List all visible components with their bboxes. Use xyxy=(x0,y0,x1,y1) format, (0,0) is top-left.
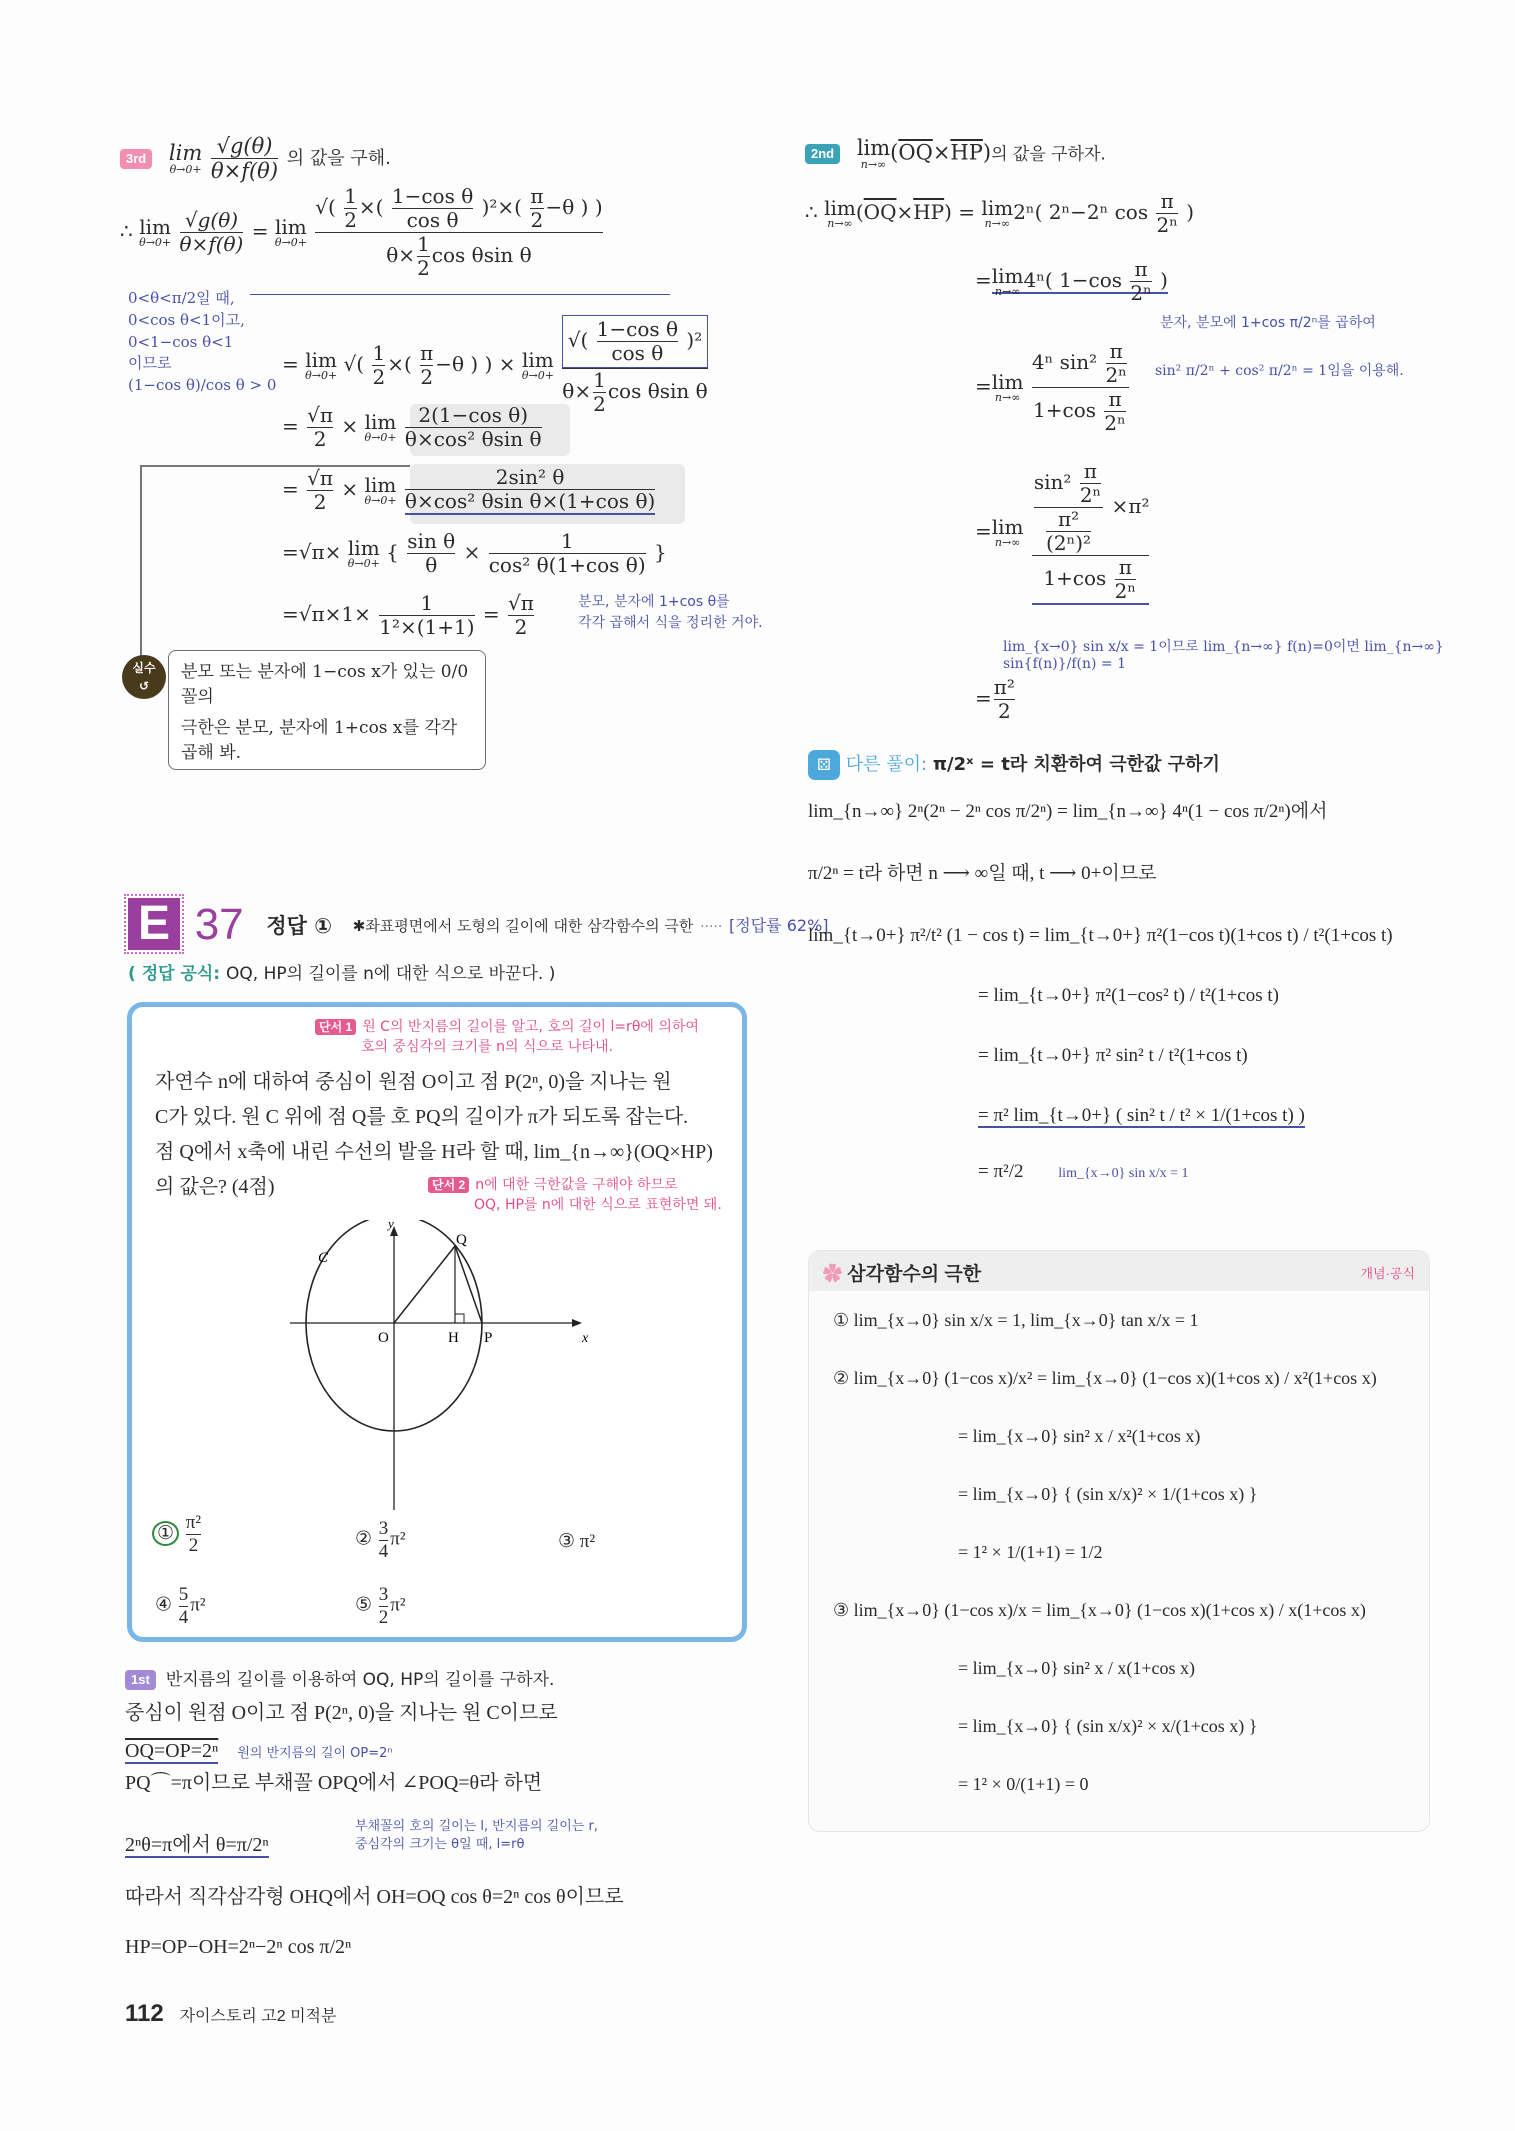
answer-label: 정답 ① xyxy=(266,914,332,938)
concept-body: ① lim_{x→0} sin x/x = 1, lim_{x→0} tan x/x = 1 ② lim_{x→0} (1−cos x)/x² = lim_{x→0} (1−cos x)(1+cos x) / x²(1+cos x) = lim_{x→0} sin² x / x²(1+cos x) = lim_{x→0} { (sin x/x)² × 1/(1+cos x) } = 1² × 1/(1+1) = 1/2 ③ lim_{x→0} (1−cos x)/x = lim_{x→0} (1−cos x)(1+cos x) / x(1+cos x) = lim_{x→0} sin² x / x(1+cos x) = lim_{x→0} { (sin x/x)² × x/(1+cos x) } = 1² × 0/(1+1) = 0 xyxy=(833,1310,1377,1794)
problem-text: 자연수 n에 대하여 중심이 원점 O이고 점 P(2ⁿ, 0)을 지나는 원 C가 있다. 원 C 위에 점 Q를 호 PQ의 길이가 π가 되도록 잡는다. 점 Q에서 x축에 내린 수선의 발을 H라 할 때, lim_{n→∞}(OQ×HP) 의 값은? (4점) xyxy=(155,1071,713,1198)
choice-5[interactable]: ⑤ $\frac{3}{2}$ π² xyxy=(355,1584,406,1628)
step2-note2: sin² π/2ⁿ + cos² π/2ⁿ = 1임을 이용해. xyxy=(1155,363,1404,379)
alt-body: lim_{n→∞} 2ⁿ(2ⁿ − 2ⁿ cos π/2ⁿ) = lim_{n→∞} 4ⁿ(1 − cos π/2ⁿ)에서 π/2ⁿ = t라 하면 n ⟶ ∞일 때, t ⟶ 0+이므로 lim_{t→0+} π²/t² (1 − cos t) = lim_{t→0+} π²(1−cos t)(1+cos t) / t²(1+cos t) = lim_{t→0+} π²(1−cos² t) / t²(1+cos t) = lim_{t→0+} π² sin² t / t²(1+cos t) = π² lim_{t→0+} ( sin² t / t² × 1/(1+cos t) ) = π²/2 lim_{x→0} sin x/x = 1 xyxy=(808,801,1393,1182)
step3-heading: 3rd lim θ→0+ $\frac{√g(\theta)}{\theta\times f(\theta)}$ 의 값을 구해. xyxy=(120,134,391,183)
choice-2[interactable]: ② $\frac{3}{4}$ π² xyxy=(355,1518,406,1562)
step2-note3: lim_{x→0} sin x/x = 1이므로 lim_{n→∞} f(n)=0이면 lim_{n→∞} sin{f(n)}/f(n) = 1 xyxy=(1003,639,1444,672)
svg-text:O: O xyxy=(378,1330,389,1346)
concept-box xyxy=(808,1250,1430,1832)
step1-body: 중심이 원점 O이고 점 P(2ⁿ, 0)을 지나는 원 C이므로 OQ=OP=2ⁿ 원의 반지름의 길이 OP=2ⁿ PQ⌒=π이므로 부채꼴 OPQ에서 ∠POQ=θ라 하면 2ⁿθ=π에서 θ=π/2ⁿ 따라서 직각삼각형 OHQ에서 OH=OQ cos θ=2ⁿ cos θ이므로 HP=OP−OH=2ⁿ−2ⁿ cos π/2ⁿ xyxy=(125,1702,624,1958)
svg-text:C: C xyxy=(318,1250,329,1266)
page-footer xyxy=(125,2000,336,2028)
side-note: 0<θ<π/2일 때, 0<cos θ<1이고, 0<1−cos θ<1 이므로 (1−cos θ)/cos θ > 0 xyxy=(128,289,277,394)
svg-text:y: y xyxy=(388,1220,394,1231)
step2-note1: 분자, 분모에 1+cos π/2ⁿ를 곱하여 xyxy=(1160,315,1376,331)
step3-eq-4: = $\frac{√\pi}{2}$ × lim θ→0+ $\frac{\text{2sin² θ}}{\text{θ×cos² θsin θ×(1+cos θ)}}$ xyxy=(282,465,656,514)
step2-eq-4: =lim n→∞ sin² $\frac{\pi}{\text{2ⁿ}}$ $\frac{\text{π²}}{\text{(2ⁿ)²}}$ ×π² 1+cos $\frac{\pi}{\text{2ⁿ}}$ xyxy=(975,459,1150,603)
step3-eq-1: ∴ lim θ→0+ $\frac{√g(\theta)}{\theta\times f(\theta)}$ = lim θ→0+ √( $\frac{1}{2}$ ×( $\frac{\text{1−cos θ}}{\text{cos θ}}$ )²×( $\frac{\pi}{2}$ −θ ) ) θ× $\frac{1}{2}$ cos θsin θ xyxy=(120,184,603,280)
step3-eq-2: = lim θ→0+ √( $\frac{1}{2}$ ×( $\frac{\pi}{2}$ −θ ) ) × lim θ→0+ √( $\frac{\text{1−cos θ}}{\text{cos θ}}$ )² θ× $\frac{1}{2}$ cos θsin θ xyxy=(282,317,708,416)
alt-heading: ⚄ 다른 풀이: π/2ˣ = t라 치환하여 극한값 구하기 xyxy=(808,750,1220,780)
accuracy-rate: [정답률 62%] xyxy=(729,916,829,935)
problem-number: 37 xyxy=(194,900,244,949)
circle-figure xyxy=(270,1220,600,1520)
step3-eq-3: = $\frac{√\pi}{2}$ × lim θ→0+ $\frac{\text{2(1−cos θ)}}{\text{θ×cos² θsin θ}}$ xyxy=(282,403,542,451)
formula-line: ( 정답 공식: OQ, HP의 길이를 n에 대한 식으로 바꾼다. ) xyxy=(128,964,556,984)
problem-header: E 37 정답 ① $^{✱좌표평면에서 도형의 길이에 대한 삼각함수의 극한}$ ····· [정답률 62%] xyxy=(128,898,829,950)
book-title: 자이스토리 고2 미적분 xyxy=(179,2008,337,2025)
step2-heading: 2nd lim n→∞ $(\overline{OQ}\times\overline{HP})$의 값을 구하자. xyxy=(805,138,1106,170)
svg-text:x: x xyxy=(582,1331,589,1346)
flower-icon: ✿ xyxy=(823,1264,843,1285)
hint1: 단서 1 원 C의 반지름의 길이를 알고, 호의 길이 l=rθ에 의하여 호의 중심각의 크기를 n의 식으로 나타내. xyxy=(315,1018,699,1057)
svg-text:H: H xyxy=(448,1330,459,1346)
dice-icon: ⚄ xyxy=(808,750,840,780)
topic: ✱좌표평면에서 도형의 길이에 대한 삼각함수의 극한 xyxy=(352,917,694,935)
problem-letter: E xyxy=(128,898,180,950)
step1-heading: 1st 반지름의 길이를 이용하여 OQ, HP의 길이를 구하자. xyxy=(125,1670,554,1691)
mistake-connector-h xyxy=(140,465,410,467)
right-note: 분모, 분자에 1+cos θ를 각각 곱해서 식을 정리한 거야. xyxy=(578,594,763,631)
choice-3[interactable]: ③ π² xyxy=(558,1531,596,1552)
step2-eq-5: = $\frac{\text{π²}}{2}$ xyxy=(975,675,1015,723)
step2-eq-2: =lim n→∞ 4ⁿ( 1−cos $\frac{\pi}{\text{2ⁿ}}$ ) xyxy=(975,257,1168,305)
step3-eq-5: =√π× lim θ→0+ { $\frac{\text{sin θ}}{\theta}$ × $\frac{1}{\text{cos² θ(1+cos θ)}}$ } xyxy=(282,529,667,577)
choice-1[interactable]: ① $\frac{\text{π²}}{2}$ xyxy=(152,1512,203,1557)
step2-eq-1: ∴ lim n→∞ $(\overline{OQ}\times\overline{HP}) = \lim$ n→∞ 2ⁿ( 2ⁿ−2ⁿ cos $\frac{\pi}{\text{2ⁿ}}$ ) xyxy=(805,189,1195,237)
arc-note: 부채꼴의 호의 길이는 l, 반지름의 길이는 r, 중심각의 크기는 θ일 때, l=rθ xyxy=(355,1819,598,1853)
mistake-box: 분모 또는 분자에 1−cos x가 있는 0/0 꼴의 극한은 분모, 분자에 1+cos x를 각각 곱해 봐. xyxy=(168,650,486,770)
step3-badge: 3rd xyxy=(120,149,152,169)
page-number: 112 xyxy=(125,2000,164,2027)
svg-text:P: P xyxy=(484,1330,493,1346)
step3-eq-6: =√π×1× $\frac{1}{\text{1²×(1+1)}}$ = $\frac{√\pi}{2}$ xyxy=(282,591,534,639)
step2-badge: 2nd xyxy=(805,144,840,164)
choice-4[interactable]: ④ $\frac{5}{4}$ π² xyxy=(155,1584,206,1628)
mistake-badge: 실수 ↺ xyxy=(122,655,166,699)
concept-header: ✿ 삼각함수의 극한 개념·공식 xyxy=(809,1251,1429,1291)
step2-eq-3: =lim n→∞ 4ⁿ sin² $\frac{\pi}{\text{2ⁿ}}$ 1+cos $\frac{\pi}{\text{2ⁿ}}$ xyxy=(975,339,1127,435)
side-note-arrow xyxy=(250,294,670,295)
svg-text:Q: Q xyxy=(456,1232,467,1248)
mistake-connector xyxy=(140,465,142,660)
step1-badge: 1st xyxy=(125,1670,156,1690)
hint2: 단서 2 n에 대한 극한값을 구해야 하므로 OQ, HP를 n에 대한 식으로 표현하면 돼. xyxy=(428,1176,722,1215)
